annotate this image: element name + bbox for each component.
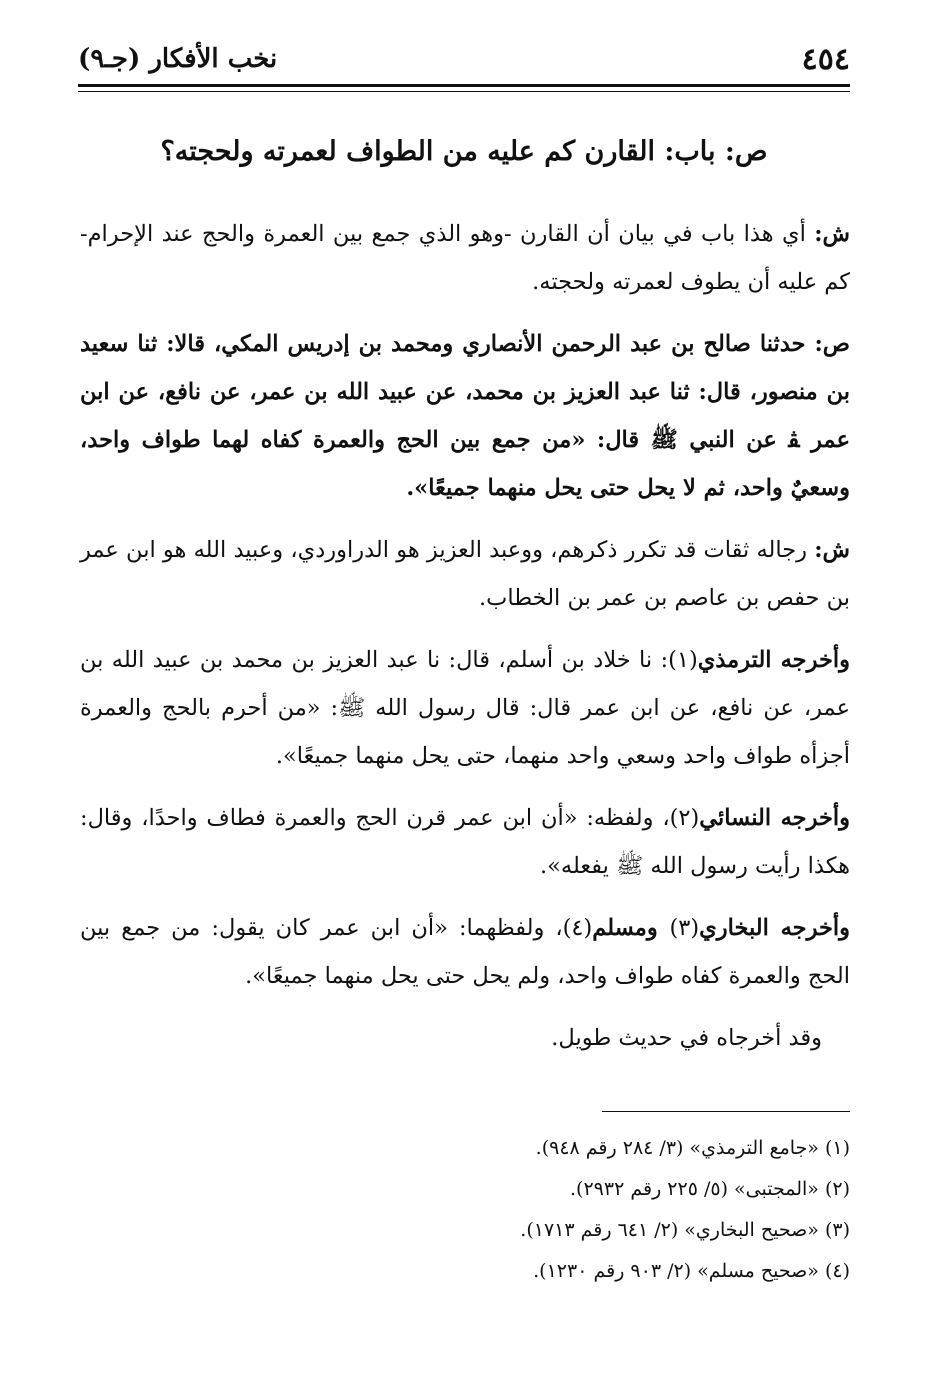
header-rule-thick [78, 84, 850, 87]
paragraph-lead: ص: [814, 331, 850, 357]
source-name: وأخرجه النسائي [699, 805, 851, 831]
footnote-item: (٢) «المجتبى» (٥/ ٢٢٥ رقم ٢٩٣٢). [570, 1178, 850, 1200]
source-name-2: ومسلم [592, 915, 670, 941]
paragraph-narrators [80, 526, 850, 622]
chapter-title: ص: باب: القارن كم عليه من الطواف لعمرته ولحجته؟ [160, 136, 768, 167]
footnote-separator [602, 1111, 850, 1112]
footnote-marker: (٢) [669, 805, 700, 831]
page-header [78, 38, 850, 82]
paragraph-nasai [80, 794, 850, 890]
footnote-marker: (١) [668, 647, 698, 673]
paragraph-text: رجاله ثقات قد تكرر ذكرهم، ووعبد العزيز هو الدراوردي، وعبيد الله هو ابن عمر بن حفص بن عاصم بن عمر بن الخطاب. [80, 537, 850, 611]
footnote-marker: (٣) [669, 915, 700, 941]
page-number: ٤٥٤ [801, 42, 850, 77]
footnote-marker-2: (٤) [562, 915, 593, 941]
footnote-item: (١) «جامع الترمذي» (٣/ ٢٨٤ رقم ٩٤٨). [535, 1137, 850, 1159]
footnotes [100, 1128, 850, 1292]
footnote-item: (٤) «صحيح مسلم» (٢/ ٩٠٣ رقم ١٢٣٠). [533, 1260, 850, 1282]
footnote-item: (٣) «صحيح البخاري» (٢/ ٦٤١ رقم ١٧١٣). [520, 1219, 850, 1241]
paragraph-text: حدثنا صالح بن عبد الرحمن الأنصاري ومحمد بن إدريس المكي، قالا: ثنا سعيد بن منصور، قال: ثنا عبد العزيز بن محمد، عن عبيد الله بن عمر، عن نافع، عن ابن عمر ﭭ عن النبي ﷺ قال: «من جمع بين الحج والعمرة كفاه لهما طواف واحد، وسعيٌ واحد، ثم لا يحل حتى يحل منهما جميعًا». [80, 331, 850, 501]
source-name: وأخرجه البخاري [699, 915, 851, 941]
paragraph-closing [80, 1014, 850, 1062]
paragraph-bukhari-muslim [80, 904, 850, 1000]
running-title: نخب الأفكار (جـ٩) [78, 44, 278, 74]
paragraph-lead: ش: [814, 537, 850, 563]
paragraph-hadith [80, 320, 850, 512]
paragraph-text: ، ولفظه: «أن ابن عمر قرن الحج والعمرة فطاف واحدًا، وقال: هكذا رأيت رسول الله ﷺ يفعله». [80, 805, 850, 879]
source-name: وأخرجه الترمذي [697, 647, 851, 673]
paragraph-text: وقد أخرجاه في حديث طويل. [551, 1025, 822, 1051]
main-text [80, 210, 850, 1076]
paragraph-tirmidhi [80, 636, 850, 780]
paragraph-text: : نا خلاد بن أسلم، قال: نا عبد العزيز بن محمد بن عبيد الله بن عمر، عن نافع، عن ابن عمر قال: قال رسول الله ﷺ: «من أحرم بالحج والعمرة أجزأه طواف واحد وسعي واحد منهما، حتى يحل منهما جميعًا». [80, 647, 850, 769]
paragraph-lead: ش: [814, 221, 850, 247]
paragraph-commentary-intro [80, 210, 850, 306]
paragraph-text: ، ولفظهما: «أن ابن عمر كان يقول: من جمع بين الحج والعمرة كفاه طواف واحد، ولم يحل حتى يحل منهما جميعًا». [80, 915, 850, 989]
header-rule-thin [78, 91, 850, 92]
paragraph-text: أي هذا باب في بيان أن القارن -وهو الذي جمع بين العمرة والحج عند الإحرام- كم عليه أن يطوف لعمرته ولحجته. [80, 221, 850, 295]
